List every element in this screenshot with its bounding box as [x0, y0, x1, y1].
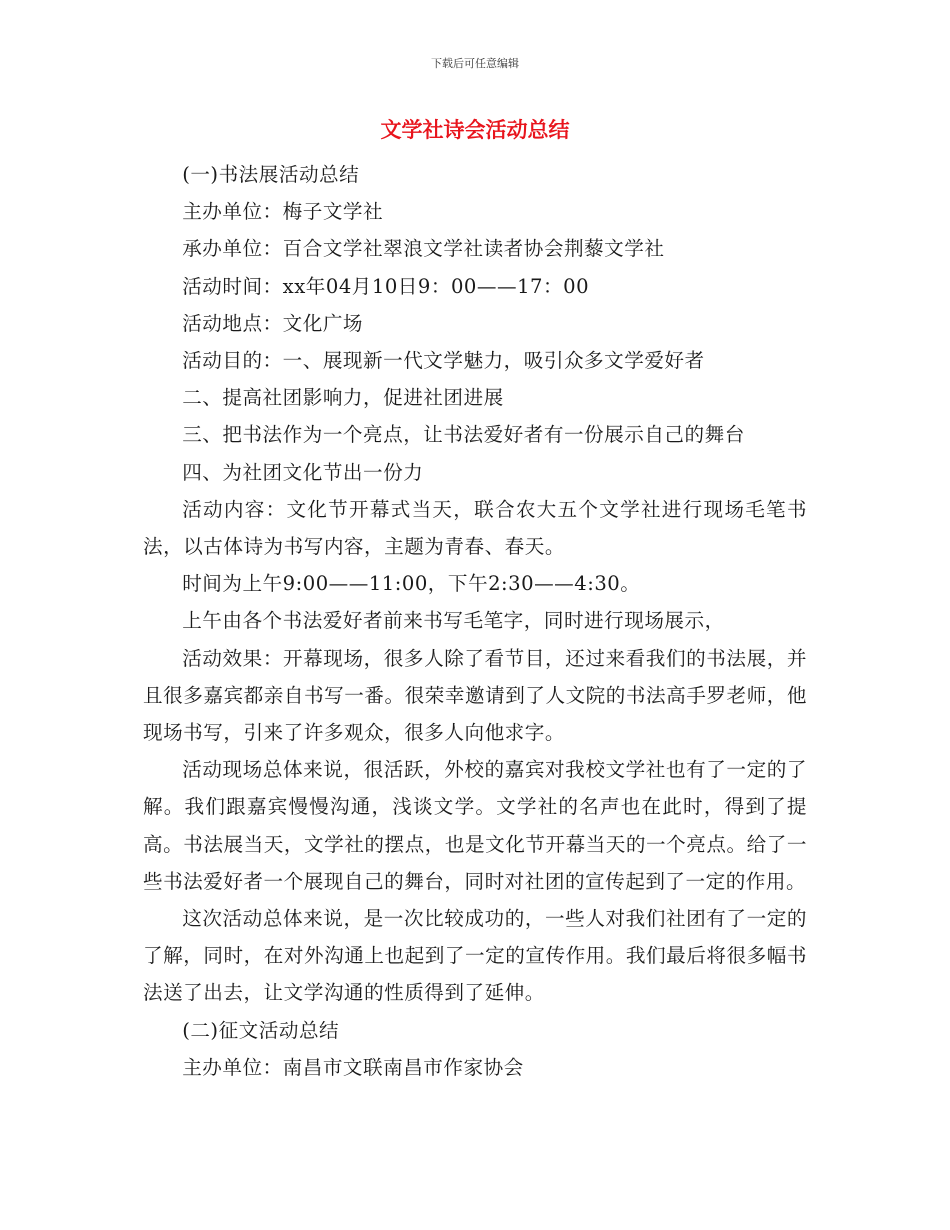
- paragraph: 四、为社团文化节出一份力: [182, 460, 424, 484]
- paragraph: (二)征文活动总结: [182, 1018, 340, 1042]
- paragraph: 二、提高社团影响力，促进社团进展: [182, 386, 504, 410]
- header-note: 下载后可任意编辑: [431, 57, 519, 70]
- document-body: [143, 156, 807, 1086]
- paragraph: 时间为上午9:00——11:00，下午2:30——4:30。: [182, 572, 641, 596]
- paragraph: 主办单位：南昌市文联南昌市作家协会: [182, 1055, 524, 1079]
- paragraph: (一)书法展活动总结: [182, 163, 360, 186]
- paragraph: 活动地点：文化广场: [182, 311, 364, 335]
- document-title: 文学社诗会活动总结: [380, 117, 570, 142]
- paragraph: 这次活动总体来说，是一次比较成功的，一些人对我们社团有了一定的了解，同时，在对外沟通上也起到了一定的宣传作用。我们最后将很多幅书法送了出去，让文学沟通的性质得到了延伸。: [143, 907, 807, 1005]
- paragraph: 承办单位：百合文学社翠浪文学社读者协会荆藜文学社: [182, 237, 665, 261]
- paragraph: 活动效果：开幕现场，很多人除了看节目，还过来看我们的书法展，并且很多嘉宾都亲自书写一番。很荣幸邀请到了人文院的书法高手罗老师，他现场书写，引来了许多观众，很多人向他求字。: [143, 646, 807, 745]
- paragraph: 上午由各个书法爱好者前来书写毛笔字，同时进行现场展示，: [182, 609, 725, 633]
- paragraph: 三、把书法作为一个亮点，让书法爱好者有一份展示自己的舞台: [182, 423, 745, 447]
- paragraph: 活动时间：xx年04月10日9：00——17：00: [182, 274, 590, 298]
- paragraph: 活动现场总体来说，很活跃，外校的嘉宾对我校文学社也有了一定的了解。我们跟嘉宾慢慢沟通，浅谈文学。文学社的名声也在此时，得到了提高。书法展当天，文学社的摆点，也是文化节开幕当天的一个亮点。给了一些书法爱好者一个展现自己的舞台，同时对社团的宣传起到了一定的作用。: [143, 758, 807, 893]
- paragraph: 活动内容：文化节开幕式当天，联合农大五个文学社进行现场毛笔书法，以古体诗为书写内容，主题为青春、春天。: [143, 497, 807, 559]
- paragraph: 活动目的：一、展现新一代文学魅力，吸引众多文学爱好者: [182, 349, 705, 373]
- paragraph: 主办单位：梅子文学社: [182, 200, 384, 224]
